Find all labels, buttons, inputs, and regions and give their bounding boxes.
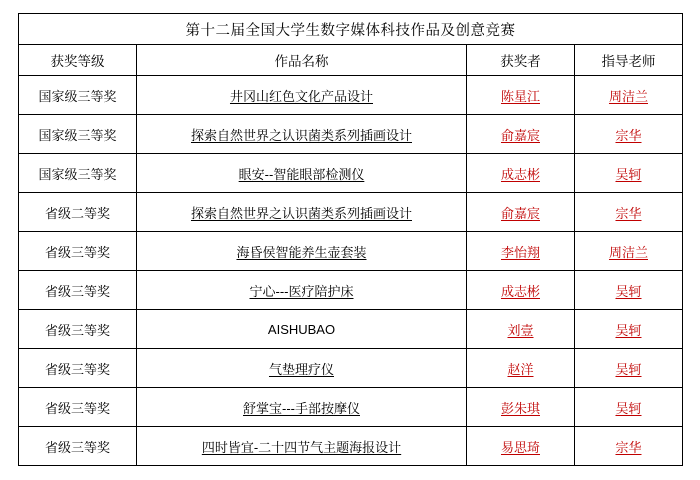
cell-winner — [467, 154, 575, 193]
work-name-text: 舒掌宝---手部按摩仪 — [243, 400, 360, 416]
winner-name-text: 易思琦 — [500, 439, 540, 455]
cell-level: 省级三等奖 — [19, 310, 137, 349]
cell-level: 省级三等奖 — [19, 232, 137, 271]
teacher-name-text: 吴轲 — [615, 166, 642, 182]
cell-teacher — [575, 271, 683, 310]
winner-name-text: 彭朱琪 — [500, 400, 540, 416]
work-name-text: 眼安--智能眼部检测仪 — [238, 166, 365, 182]
work-name-text: 气垫理疗仪 — [268, 361, 334, 377]
column-header-winner: 获奖者 — [467, 45, 575, 76]
cell-teacher — [575, 427, 683, 466]
cell-teacher — [575, 193, 683, 232]
table-row — [19, 427, 683, 466]
table-title-row — [19, 14, 683, 45]
teacher-name-text: 吴轲 — [615, 283, 642, 299]
table-row — [19, 310, 683, 349]
award-table — [18, 13, 683, 466]
cell-work — [137, 76, 467, 115]
cell-teacher — [575, 388, 683, 427]
teacher-name-text: 吴轲 — [615, 361, 642, 377]
cell-work — [137, 349, 467, 388]
table-row — [19, 193, 683, 232]
cell-teacher — [575, 349, 683, 388]
work-name-text: 探索自然世界之认识菌类系列插画设计 — [190, 127, 412, 143]
winner-name-text: 陈星江 — [500, 88, 540, 104]
work-name-text: 宁心---医疗陪护床 — [249, 283, 354, 299]
table-header-row — [19, 45, 683, 76]
cell-work — [137, 115, 467, 154]
cell-work — [137, 232, 467, 271]
work-name-text: 四时皆宜-二十四节气主题海报设计 — [201, 439, 402, 455]
cell-level: 省级三等奖 — [19, 388, 137, 427]
cell-work — [137, 154, 467, 193]
cell-winner — [467, 232, 575, 271]
cell-winner — [467, 271, 575, 310]
column-header-work: 作品名称 — [137, 45, 467, 76]
winner-name-text: 俞嘉宸 — [500, 127, 540, 143]
work-name-text: 海昏侯智能养生壶套装 — [236, 244, 367, 260]
teacher-name-text: 周洁兰 — [608, 88, 648, 104]
teacher-name-text: 吴轲 — [615, 400, 642, 416]
cell-level: 国家级三等奖 — [19, 76, 137, 115]
teacher-name-text: 周洁兰 — [608, 244, 648, 260]
cell-winner — [467, 115, 575, 154]
winner-name-text: 成志彬 — [500, 166, 540, 182]
cell-level: 国家级三等奖 — [19, 154, 137, 193]
table-row — [19, 349, 683, 388]
table-row — [19, 388, 683, 427]
document-title: 第十二届全国大学生数字媒体科技作品及创意竞赛 — [19, 14, 683, 45]
work-name-text: 探索自然世界之认识菌类系列插画设计 — [190, 205, 412, 221]
cell-winner — [467, 349, 575, 388]
cell-teacher — [575, 154, 683, 193]
cell-work: AISHUBAO — [137, 310, 467, 349]
cell-work — [137, 271, 467, 310]
teacher-name-text: 吴轲 — [615, 322, 642, 338]
teacher-name-text: 宗华 — [615, 205, 642, 221]
cell-level: 省级三等奖 — [19, 427, 137, 466]
winner-name-text: 刘壹 — [507, 322, 534, 338]
table-row — [19, 271, 683, 310]
winner-name-text: 赵洋 — [507, 361, 534, 377]
cell-teacher — [575, 115, 683, 154]
cell-level: 省级三等奖 — [19, 271, 137, 310]
teacher-name-text: 宗华 — [615, 127, 642, 143]
cell-winner — [467, 388, 575, 427]
cell-winner — [467, 193, 575, 232]
table-row — [19, 154, 683, 193]
table-row — [19, 115, 683, 154]
cell-work — [137, 388, 467, 427]
cell-teacher — [575, 310, 683, 349]
teacher-name-text: 宗华 — [615, 439, 642, 455]
table-row — [19, 76, 683, 115]
award-table-container — [18, 13, 682, 466]
work-name-text: 井冈山红色文化产品设计 — [229, 88, 373, 104]
column-header-teacher: 指导老师 — [575, 45, 683, 76]
column-header-level: 获奖等级 — [19, 45, 137, 76]
winner-name-text: 俞嘉宸 — [500, 205, 540, 221]
winner-name-text: 成志彬 — [500, 283, 540, 299]
cell-teacher — [575, 232, 683, 271]
cell-work — [137, 427, 467, 466]
winner-name-text: 李怡翔 — [500, 244, 540, 260]
table-row — [19, 232, 683, 271]
cell-winner — [467, 427, 575, 466]
cell-work — [137, 193, 467, 232]
cell-teacher — [575, 76, 683, 115]
cell-winner — [467, 310, 575, 349]
cell-level: 省级二等奖 — [19, 193, 137, 232]
cell-winner — [467, 76, 575, 115]
cell-level: 省级三等奖 — [19, 349, 137, 388]
cell-level: 国家级三等奖 — [19, 115, 137, 154]
